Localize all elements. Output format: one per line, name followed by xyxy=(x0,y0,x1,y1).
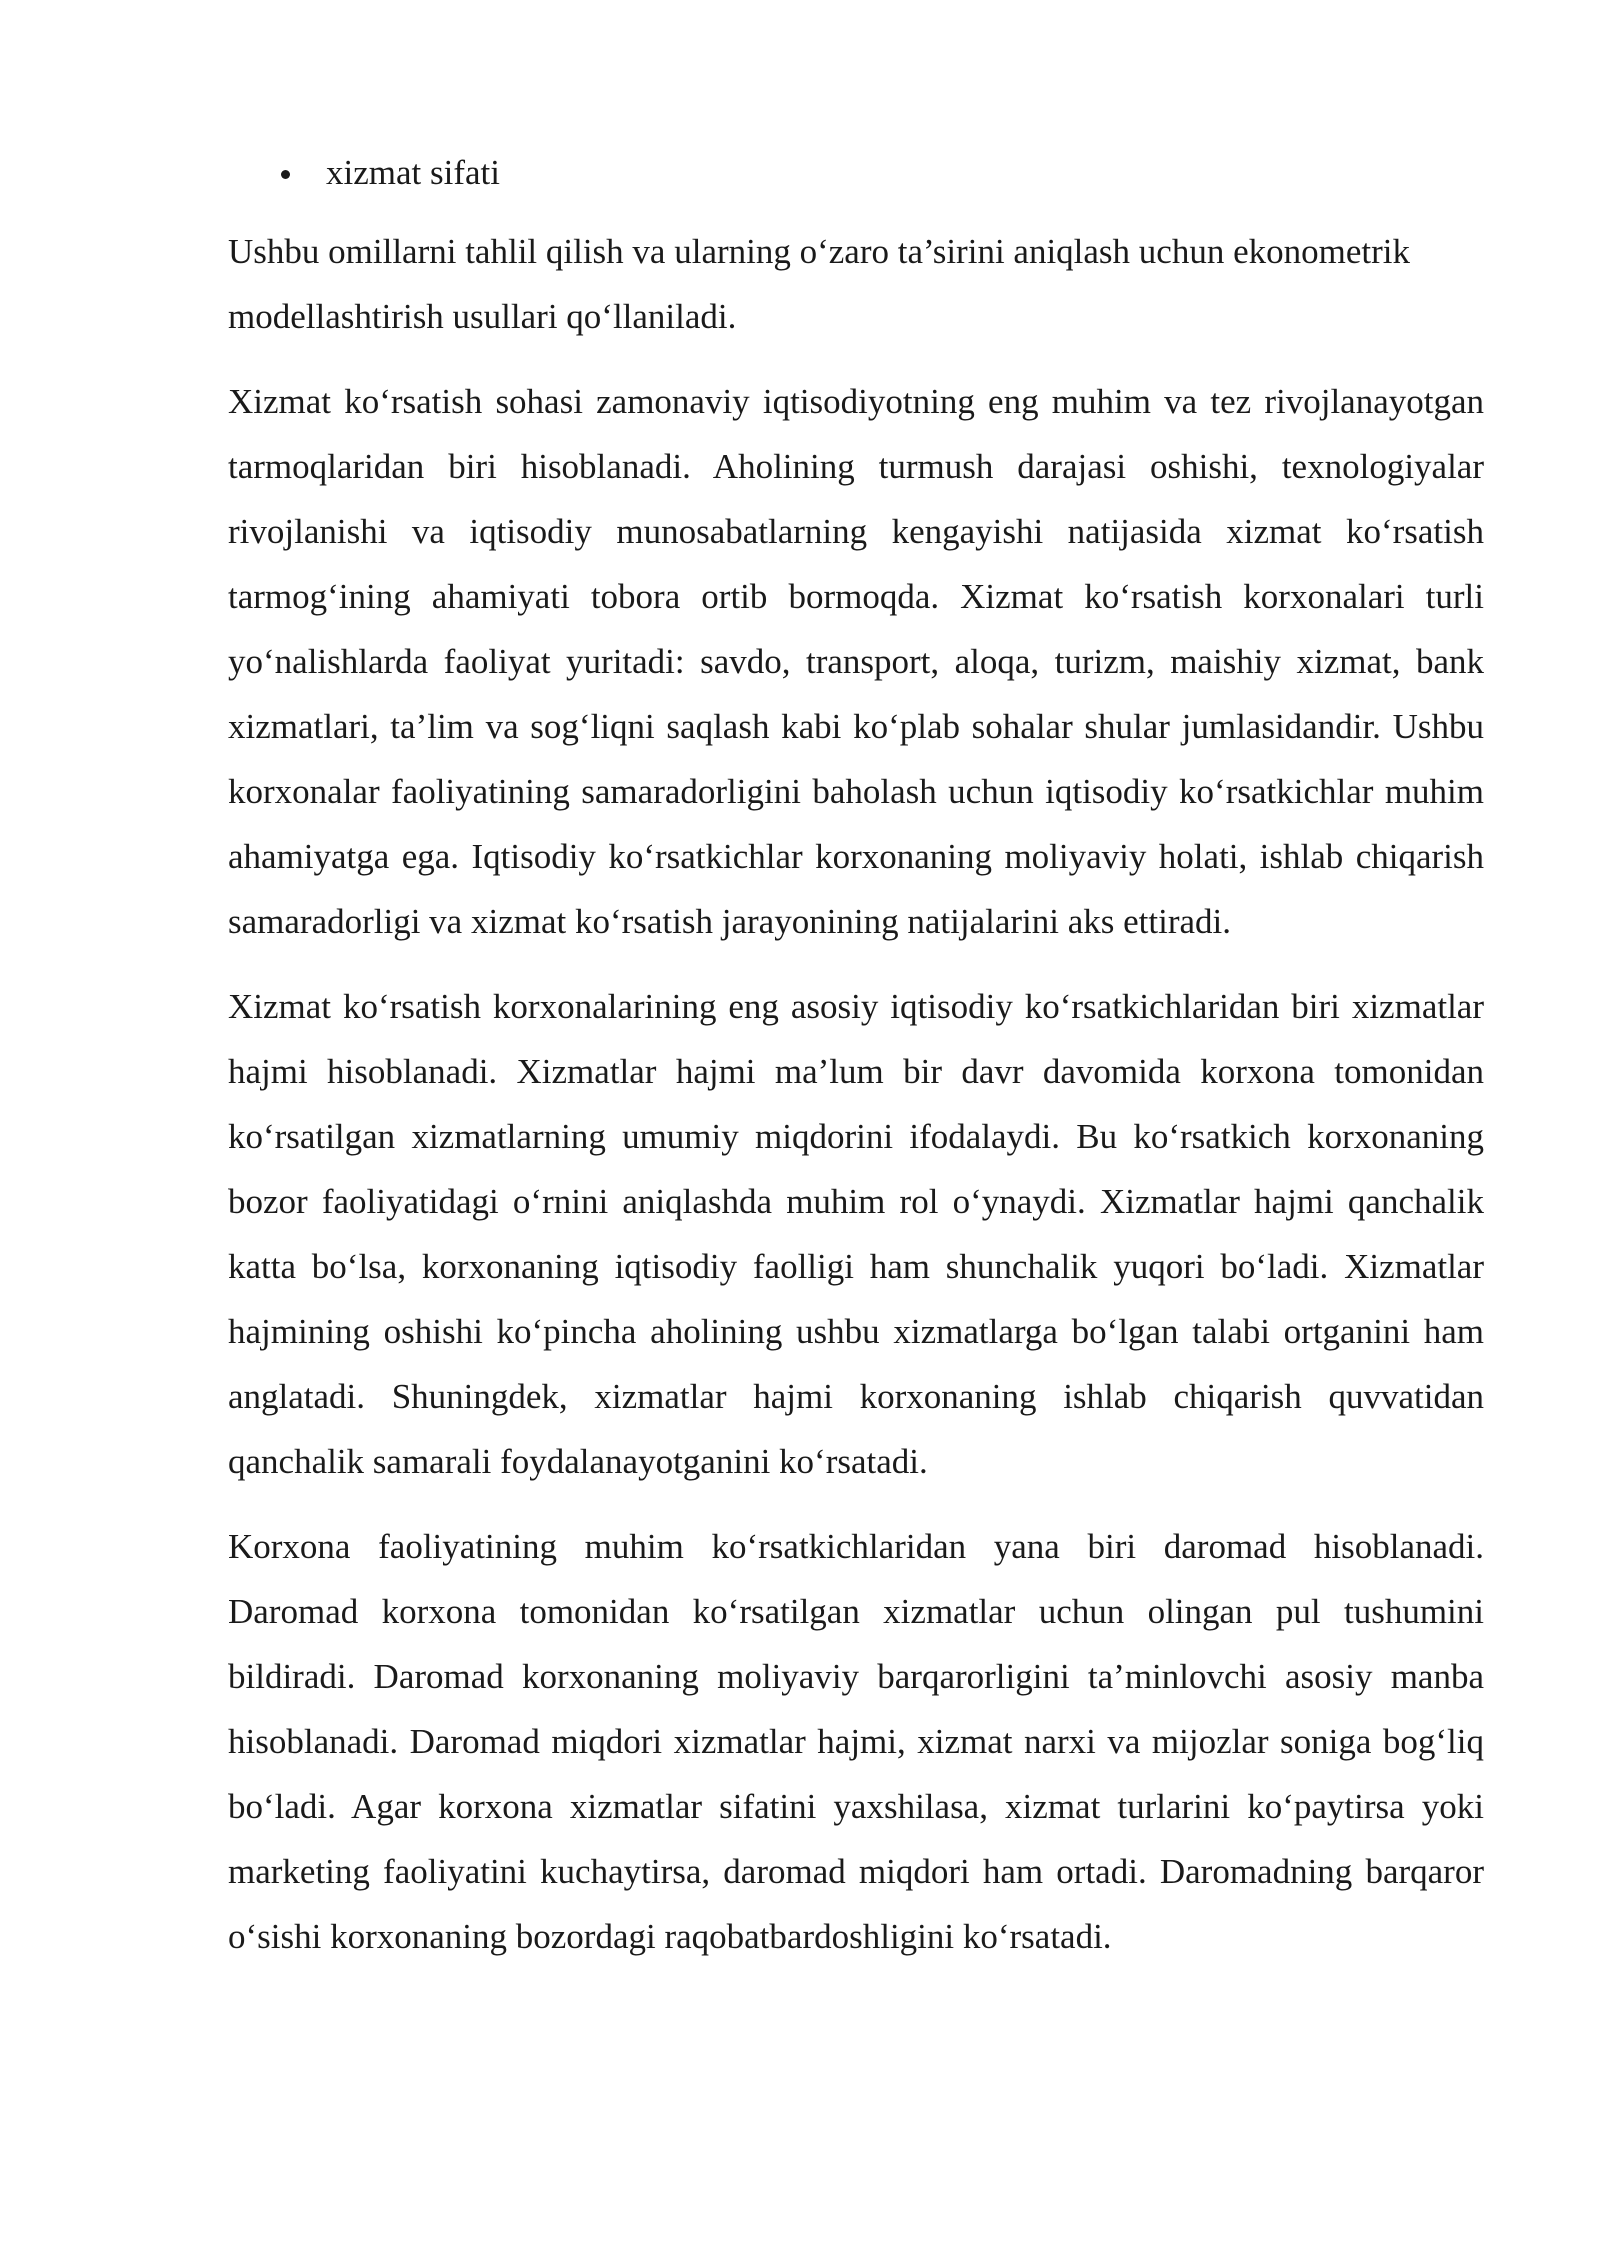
paragraph-3: Xizmat ko‘rsatish korxonalarining eng asosiy iqtisodiy ko‘rsatkichlaridan biri xizmatlar hajmi hisoblanadi. Xizmatlar hajmi ma’lum bir davr davomida korxona tomonidan ko‘rsatilgan xizmatlarning umumiy miqdorini ifodalaydi. Bu ko‘rsatkich korxonaning bozor faoliyatidagi o‘rnini aniqlashda muhim rol o‘ynaydi. Xizmatlar hajmi qanchalik katta bo‘lsa, korxonaning iqtisodiy faolligi ham shunchalik yuqori bo‘ladi. Xizmatlar hajmining oshishi ko‘pincha aholining ushbu xizmatlarga bo‘lgan talabi ortganini ham anglatadi. Shuningdek, xizmatlar hajmi korxonaning ishlab chiqarish quvvatidan qanchalik samarali foydalanayotganini ko‘rsatadi. xyxy=(228,987,1484,1481)
paragraph-2: Xizmat ko‘rsatish sohasi zamonaviy iqtisodiyotning eng muhim va tez rivojlanayotgan tarmoqlaridan biri hisoblanadi. Aholining turmush darajasi oshishi, texnologiyalar rivojlanishi va iqtisodiy munosabatlarning kengayishi natijasida xizmat ko‘rsatish tarmog‘ining ahamiyati tobora ortib bormoqda. Xizmat ko‘rsatish korxonalari turli yo‘nalishlarda faoliyat yuritadi: savdo, transport, aloqa, turizm, maishiy xizmat, bank xizmatlari, ta’lim va sog‘liqni saqlash kabi ko‘plab sohalar shular jumlasidandir. Ushbu korxonalar faoliyatining samaradorligini baholash uchun iqtisodiy ko‘rsatkichlar muhim ahamiyatga ega. Iqtisodiy ko‘rsatkichlar korxonaning moliyaviy holati, ishlab chiqarish samaradorligi va xizmat ko‘rsatish jarayonining natijalarini aks ettiradi. xyxy=(228,382,1484,941)
bullet-item xyxy=(228,148,1484,198)
bullet-list xyxy=(228,148,1484,198)
bullet-item-text: xizmat sifati xyxy=(326,153,500,192)
bullet-dot-icon xyxy=(281,170,290,179)
paragraph-1: Ushbu omillarni tahlil qilish va ularning o‘zaro ta’sirini aniqlash uchun ekonometrik modellashtirish usullari qo‘llaniladi. xyxy=(228,232,1410,336)
paragraph-4: Korxona faoliyatining muhim ko‘rsatkichlaridan yana biri daromad hisoblanadi. Daromad korxona tomonidan ko‘rsatilgan xizmatlar uchun olingan pul tushumini bildiradi. Daromad korxonaning moliyaviy barqarorligini ta’minlovchi asosiy manba hisoblanadi. Daromad miqdori xizmatlar hajmi, xizmat narxi va mijozlar soniga bog‘liq bo‘ladi. Agar korxona xizmatlar sifatini yaxshilasa, xizmat turlarini ko‘paytirsa yoki marketing faoliyatini kuchaytirsa, daromad miqdori ham ortadi. Daromadning barqaror o‘sishi korxonaning bozordagi raqobatbardoshligini ko‘rsatadi. xyxy=(228,1527,1484,1956)
document-page xyxy=(228,148,1484,1989)
